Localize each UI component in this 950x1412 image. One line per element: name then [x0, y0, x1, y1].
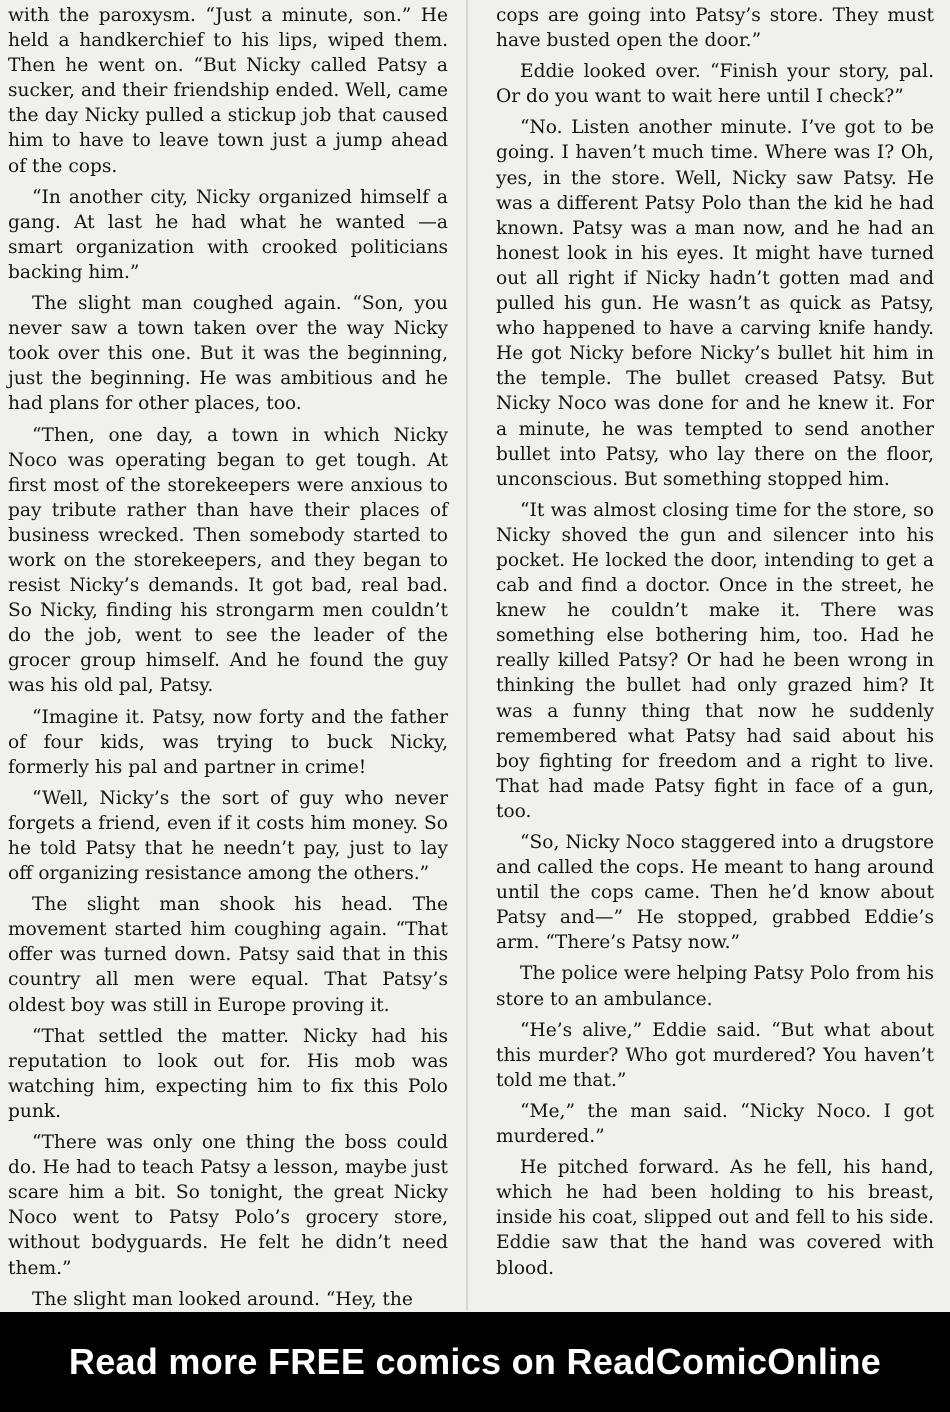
paragraph: “In another city, Nicky organized himself a gang. At last he had what he wanted —a smart organization with crooked politicians backing him.”: [8, 186, 448, 283]
paragraph: The slight man shook his head. The movement started him coughing again. “That offer was turned down. Patsy said that in this country all men were equal. That Patsy’s oldest boy was still in Europe proving it.: [8, 894, 448, 1016]
paragraph: “That settled the matter. Nicky had his reputation to look out for. His mob was watching him, expecting him to fix this Polo punk.: [8, 1025, 448, 1122]
paragraph: The slight man looked around. “Hey, the: [32, 1288, 413, 1310]
paragraph: “It was almost closing time for the store, so Nicky shoved the gun and silencer into his pocket. He locked the door, intending to get a cab and find a doctor. Once in the street, he knew he couldn’t make it. There was something else bothering him, too. Had he really killed Patsy? Or had he been wrong in thinking the bullet had only grazed him? It was a funny thing that now he suddenly remembered what Patsy had said about his boy fighting for freedom and a right to live. That had made Patsy fight in face of a gun, too.: [496, 499, 934, 822]
promo-banner[interactable]: [0, 1312, 950, 1412]
promo-banner-text[interactable]: Read more FREE comics on ReadComicOnline: [68, 1341, 882, 1382]
paragraph: “Then, one day, a town in which Nicky Noco was operating began to get tough. At first most of the storekeepers were anxious to pay tribute rather than have their places of business wrecked. Then somebody started to work on the storekeepers, and they began to resist Nicky’s demands. It got bad, real bad. So Nicky, finding his strongarm men couldn’t do the job, went to see the leader of the grocer group himself. And he found the guy was his old pal, Patsy.: [8, 424, 448, 697]
left-text-column: [8, 3, 448, 1311]
paragraph: “No. Listen another minute. I’ve got to be going. I haven’t much time. Where was I? Oh, yes, in the store. Well, Nicky saw Patsy. He was a different Patsy Polo than the kid he had known. Patsy was a man now, and he had an honest look in his eyes. It might have turned out all right if Nicky hadn’t gotten mad and pulled his gun. He wasn’t as quick as Patsy, who happened to have a carving knife handy. He got Nicky before Nicky’s bullet hit him in the temple. The bullet creased Patsy. But Nicky Noco was done for and he knew it. For a minute, he was tempted to send another bullet into Patsy, who lay there on the floor, unconscious. But something stopped him.: [496, 117, 934, 490]
paragraph: The police were helping Patsy Polo from his store to an ambulance.: [496, 963, 934, 1010]
paragraph: The slight man coughed again. “Son, you never saw a town taken over the way Nicky took over this one. But it was the beginning, just the beginning. He was ambitious and he had plans for other places, too.: [8, 293, 448, 415]
paragraph: “Imagine it. Patsy, now forty and the father of four kids, was trying to buck Nicky, formerly his pal and partner in crime!: [8, 706, 448, 778]
paragraph: “There was only one thing the boss could do. He had to teach Patsy a lesson, maybe just scare him a bit. So tonight, the great Nicky Noco went to Patsy Polo’s grocery store, without bodyguards. He felt he didn’t need them.”: [8, 1132, 448, 1279]
right-text-column: [496, 3, 934, 1311]
paragraph: He pitched forward. As he fell, his hand, which he had been holding to his breast, inside his coat, slipped out and fell to his side. Eddie saw that the hand was covered with blood.: [496, 1157, 934, 1279]
column-gutter: [466, 0, 468, 1310]
paragraph: cops are going into Patsy’s store. They must have busted open the door.”: [496, 5, 934, 52]
paragraph: “Me,” the man said. “Nicky Noco. I got murdered.”: [496, 1100, 934, 1148]
paragraph: “So, Nicky Noco staggered into a drugstore and called the cops. He meant to hang around until the cops came. Then he’d know about Patsy and—” He stopped, grabbed Eddie’s arm. “There’s Patsy now.”: [496, 832, 934, 954]
paragraph: with the paroxysm. “Just a minute, son.” He held a handkerchief to his lips, wiped them. Then he went on. “But Nicky called Patsy a sucker, and their friendship ended. Well, came the day Nicky pulled a stickup job that caused him to have to leave town just a jump ahead of the cops.: [8, 5, 448, 177]
paragraph: “Well, Nicky’s the sort of guy who never forgets a friend, even if it costs him money. So he told Patsy that he needn’t pay, just to lay off organizing resistance among the others.”: [8, 787, 448, 885]
paragraph: “He’s alive,” Eddie said. “But what about this murder? Who got murdered? You haven’t told me that.”: [496, 1019, 934, 1091]
paragraph: Eddie looked over. “Finish your story, pal. Or do you want to wait here until I check?”: [496, 61, 934, 108]
